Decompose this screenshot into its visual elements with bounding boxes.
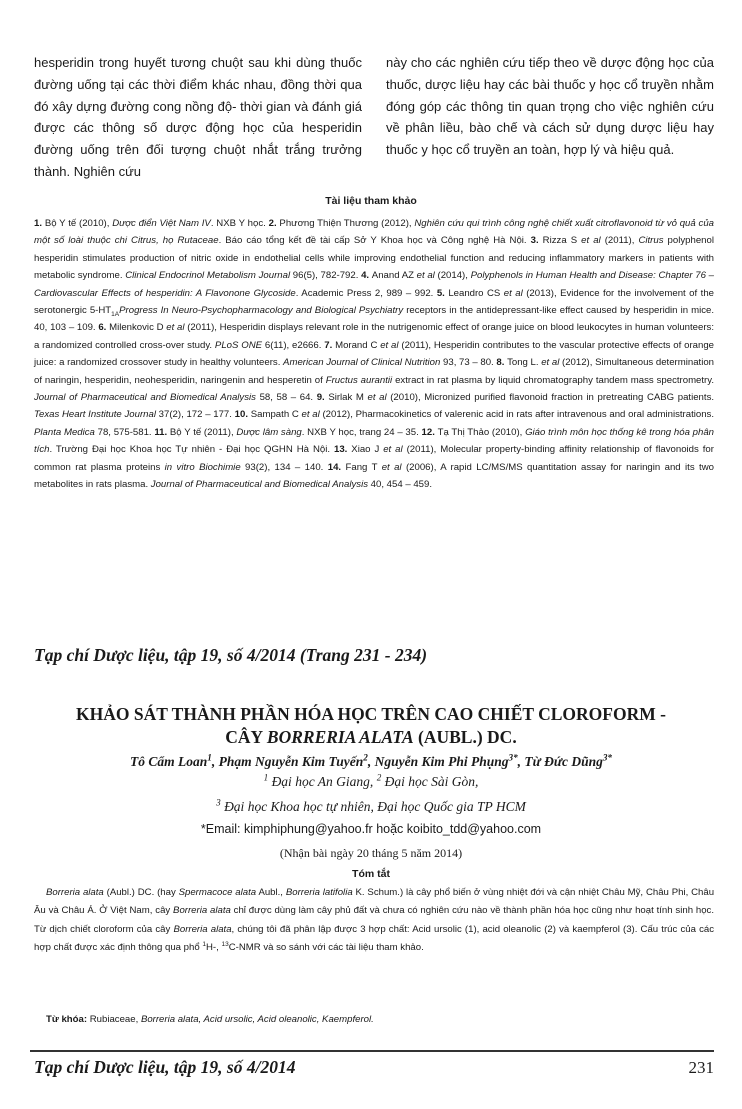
reference-text: 40, 103 – 109. <box>34 322 99 334</box>
reference-text: Bộ Y tế (2011), <box>169 426 237 438</box>
abstract-sup: 1 <box>202 941 206 949</box>
reference-text: (2011), <box>600 235 639 247</box>
reference-number: 14. <box>327 461 346 473</box>
affil-text: Đại học Sài Gòn, <box>384 774 479 789</box>
reference-text: et al <box>581 235 601 247</box>
abstract-italic: Borreria alata <box>46 887 104 898</box>
reference-text: polyphenol hesperidin stimulates production of nitric oxide in endothelial cells while improving endothelial function and reducing inflammatory markers in patients with metabolic syndrome. <box>34 235 714 282</box>
abstract-text: chỉ được dùng làm cây phủ đất và chưa có nghiên cứu nào về thành phần hóa học cũng như hoạt tính sinh học. Từ dịch chiết cloroform của cây <box>34 905 715 935</box>
reference-text: Biochimie <box>199 461 241 473</box>
abstract-sup: 13 <box>221 941 229 949</box>
reference-text: 6(11), e2666. <box>262 339 325 351</box>
reference-text: Nghiên cứu qui trình công nghệ chiết xuất citroflavonoid từ vỏ quả của một số loài thuộc chi Citrus, họ Rutaceae <box>34 218 714 247</box>
reference-text: Progress In Neuro-Psychopharmacology and Biological Psychiatry <box>119 305 404 317</box>
reference-text: (2014), <box>434 270 471 282</box>
reference-number: 8. <box>496 357 508 369</box>
reference-text: et al <box>383 444 403 456</box>
abstract-italic: Borreria alata <box>173 905 231 917</box>
reference-number: 7. <box>324 339 336 351</box>
abstract-text: C-NMR và so sánh với các tài liệu tham khảo. <box>228 942 424 954</box>
abstract-text: (Aubl.) DC. (hay <box>103 887 179 898</box>
affil-sup: 1 <box>263 772 269 783</box>
contact-email: *Email: kimphiphung@yahoo.fr hoặc koibito_tdd@yahoo.com <box>200 822 542 836</box>
reference-text: Polyphenols in Human Health and Disease: Chapter 76 – Cardiovascular Effects of hesperidin: A Flavonone Glycoside <box>34 270 714 299</box>
author-list: Tô Cẩm Loan$^1$, Phạm Nguyễn Kim Tuyến$^2$, Nguyễn Kim Phi Phụng$^{3*}$, Từ Đức Dũng$^{3*}$ <box>129 752 613 769</box>
reference-number: 1. <box>34 218 45 229</box>
footer-journal: Tạp chí Dược liệu, tập 19, số 4/2014 <box>34 1057 296 1077</box>
reference-text: et al <box>503 287 523 299</box>
reference-text: Citrus <box>638 235 664 247</box>
reference-text: (2011), Hesperidin contributes to the vascular protective effects of orange juice: a randomized crossover study in healthy volunteers. <box>34 339 714 369</box>
reference-text: 40, 454 – 459. <box>368 479 433 491</box>
reference-text: et al <box>166 322 185 334</box>
abstract-italic: Borreria latifolia <box>285 887 353 898</box>
reference-text: Tạ Thị Thảo (2010), <box>437 426 526 438</box>
reference-text: et al <box>380 339 399 351</box>
reference-text: 37(2), 172 – 177. <box>155 409 235 421</box>
reference-text: Sirlak M <box>328 392 368 404</box>
reference-text: Planta Medica <box>34 426 95 438</box>
reference-text: Dược lâm sàng <box>236 426 302 438</box>
reference-text: American Journal of Clinical Nutrition <box>283 357 441 369</box>
issue-line: Tạp chí Dược liệu, tập 19, số 4/2014 (Trang 231 - 234) <box>34 645 428 665</box>
reference-text: Morand C <box>335 339 381 351</box>
footer-divider <box>30 1050 714 1052</box>
page-number: 231 <box>688 1058 714 1077</box>
reference-text: et al <box>381 461 402 473</box>
received-date: (Nhận bài ngày 20 tháng 5 năm 2014) <box>279 846 463 860</box>
reference-text: . NXB Y học. <box>210 218 269 229</box>
reference-text: et al <box>541 357 560 369</box>
reference-text: Texas Heart Institute Journal <box>34 409 156 421</box>
references-title: Tài liệu tham khảo <box>325 195 417 207</box>
affil-sup: 2 <box>376 772 382 783</box>
article-title-line2 <box>20 726 722 749</box>
reference-text: Sampath C <box>250 409 302 421</box>
reference-text: (2013), Evidence for the involvement of the serotonergic 5-HT <box>34 287 714 317</box>
affil-sup: 3 <box>216 797 221 808</box>
reference-text: 58, 58 – 64. <box>255 392 317 404</box>
reference-text: PLoS ONE <box>214 339 263 351</box>
abstract-italic: Spermacoce alata <box>178 887 257 898</box>
body-columns <box>34 52 714 183</box>
reference-text: Journal of Pharmaceutical and Biomedical Analysis <box>150 479 368 491</box>
affiliation-line-1 <box>0 772 742 792</box>
reference-text: Dược điển Việt Nam IV <box>112 218 211 229</box>
reference-number: 6. <box>98 322 110 334</box>
keywords <box>46 1014 714 1025</box>
reference-text: Milenkovic D <box>109 322 167 334</box>
reference-text: Tong L. <box>507 357 542 369</box>
reference-text: Anand AZ <box>371 270 417 282</box>
author-affiliation-mark: 3* <box>602 752 613 763</box>
body-right-column: này cho các nghiên cứu tiếp theo về dược động học của thuốc, dược liệu hay các bài thuốc y học cổ truyền nhằm đóng góp các thông tin quan trọng cho việc nghiên cứu về phân liều, bào chế và cách sử dụng dược liệu hay thuốc y học cổ truyền an toàn, hợp lý và hiệu quả. <box>386 55 714 158</box>
article-title <box>20 703 722 749</box>
reference-text: extract in rat plasma by liquid chromatography tandem mass spectrometry. <box>392 374 715 386</box>
abstract-text: Aubl., <box>256 887 286 898</box>
keywords-label: Từ khóa: <box>46 1014 88 1025</box>
reference-text: 93(2), 134 – 140. <box>240 461 328 473</box>
reference-number: 13. <box>333 444 352 456</box>
reference-number: 11. <box>154 426 170 438</box>
author-name: Nguyễn Kim Phi Phụng <box>374 754 509 769</box>
reference-text: et al <box>367 392 387 404</box>
reference-text: (2006), A rapid LC/MS/MS quantitation assay for naringin and its two metabolites in rats plasma. <box>34 461 714 491</box>
reference-item <box>154 427 421 438</box>
keywords-plain: Rubiaceae, <box>87 1014 141 1025</box>
abstract-title: Tóm tắt <box>352 868 390 880</box>
author-name: Từ Đức Dũng <box>524 754 603 769</box>
reference-text: Clinical Endocrinol Metabolism Journal <box>125 270 291 282</box>
reference-text: . Trường Đại học Khoa học Tự nhiên - Đại học QGHN Hà Nội. <box>49 444 334 456</box>
reference-text: . Báo cáo tổng kết đề tài cấp Sở Y Khoa học và Công nghệ Hà Nội. <box>218 235 531 247</box>
reference-text: 93, 73 – 80. <box>440 357 497 369</box>
affil-text: Đại học An Giang, <box>271 774 377 789</box>
reference-number: 2. <box>268 218 280 229</box>
article-title-line1: KHẢO SÁT THÀNH PHẦN HÓA HỌC TRÊN CAO CHIẾT CLOROFORM - <box>76 704 666 724</box>
reference-text: et al <box>301 409 320 421</box>
reference-text: Giáo trình môn học thống kê trong hóa phân tích <box>34 426 714 456</box>
affil-text: Đại học Khoa học tự nhiên, Đại học Quốc gia TP HCM <box>224 799 526 814</box>
abstract-text: H-, <box>205 942 222 954</box>
reference-number: 10. <box>234 409 251 421</box>
abstract-body <box>34 884 714 958</box>
reference-text: in vitro <box>164 461 195 473</box>
reference-text: (2011), Molecular property-binding affinity relationship of flavonoids for common rat plasma proteins <box>34 444 714 473</box>
reference-text: 96(5), 782-792. <box>290 270 362 282</box>
author-affiliation-mark: 3* <box>508 752 518 763</box>
body-left-column: hesperidin trong huyết tương chuột sau khi dùng thuốc đường uống tại các thời điểm khác nhau, đồng thời qua đó xây dựng đường cong nồng độ- thời gian và đánh giá được các thông số dược động học của hesperidin đường uống trên đối tượng chuột nhắt trắng trưởng thành. Nghiên cứu <box>34 55 362 179</box>
reference-number: 4. <box>361 270 372 282</box>
reference-text: Xiao J <box>351 444 384 456</box>
reference-text: (2012), Simultaneous determination of naringin, hesperidin, neohesperidin, naringenin and hesperetin of <box>34 357 715 386</box>
title-prefix: CÂY <box>225 727 267 747</box>
title-suffix: (AUBL.) DC. <box>413 727 517 747</box>
reference-text: . NXB Y học, trang 24 – 35. <box>301 426 422 438</box>
reference-text: Leandro CS <box>448 287 504 299</box>
author-name: Tô Cẩm Loan <box>129 754 208 769</box>
reference-number: 3. <box>530 235 543 247</box>
references-list <box>34 215 714 494</box>
reference-number: 5. <box>436 287 449 299</box>
reference-text: 78, 575-581. <box>94 426 155 438</box>
affiliation-line-2 <box>0 797 742 817</box>
reference-text: (2010), Micronized purified flavonoid fraction in pretreating CABG patients. <box>386 392 715 404</box>
reference-text: Fructus aurantii <box>325 374 393 386</box>
reference-number: 12. <box>421 426 438 438</box>
abstract-text: K. Schum.) là cây phổ biến ở vùng nhiệt đới và cận nhiệt Châu Mỹ, Châu Phi, Châu Âu và Châu Á. Ở Việt Nam, cây <box>34 887 715 917</box>
reference-text: Rizza S <box>542 235 582 247</box>
reference-text: Fang T <box>345 461 382 473</box>
abstract-italic: Borreria alata <box>173 923 232 935</box>
reference-text: . Academic Press 2, 989 – 992. <box>295 287 437 299</box>
reference-text: Phương Thiện Thương (2012), <box>279 218 415 229</box>
keywords-italic: Borreria alata, Acid ursolic, Acid oleanolic, Kaempferol. <box>140 1014 374 1025</box>
reference-text: (2012), Pharmacokinetics of valerenic acid in rats after intravenous and oral administrations. <box>319 409 714 421</box>
reference-text: 1A <box>111 310 120 318</box>
abstract-text: , chúng tôi đã phân lập được 3 hợp chất: Acid ursolic (1), acid oleanolic (2) và kaempferol (3). Cấu trúc của các hợp chất được xác định thông qua phổ <box>34 923 714 954</box>
author-affiliation-mark: 2 <box>363 752 368 763</box>
reference-item <box>34 218 269 229</box>
reference-text: Bộ Y tế (2010), <box>44 218 113 229</box>
author-affiliation-mark: 1 <box>207 752 212 763</box>
reference-number: 9. <box>316 392 329 404</box>
reference-text: et al <box>416 270 435 282</box>
reference-text: (2011), Hesperidin displays relevant role in the nutrigenomic effect of orange juice on blood leukocytes in human volunteers: a randomized controlled cross-over study. <box>34 322 715 351</box>
reference-text: receptors in the antidepressant-like effect caused by hesperidin in mice. <box>403 305 715 317</box>
title-species: BORRERIA ALATA <box>266 727 414 747</box>
author-name: Phạm Nguyễn Kim Tuyến <box>218 754 364 769</box>
reference-text: Journal of Pharmaceutical and Biomedical Analysis <box>34 392 256 404</box>
